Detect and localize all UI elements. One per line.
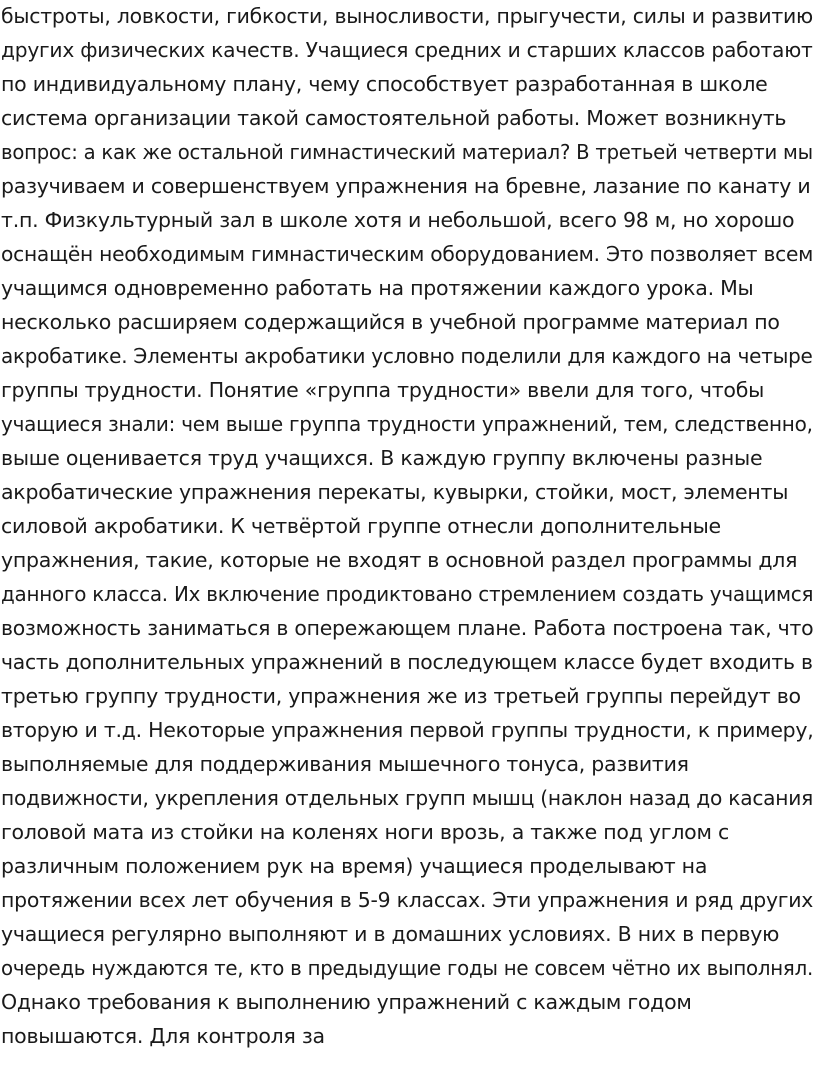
text-line: возможность заниматься в опережающем плане. Работа построена так, что: [1, 616, 814, 640]
text-line: акробатике. Элементы акробатики условно поделили для каждого на четыре: [1, 344, 813, 368]
text-line: группы трудности. Понятие «группа трудности» ввели для того, чтобы: [1, 378, 765, 402]
text-line: вопрос: а как же остальной гимнастический материал? В третьей четверти мы: [1, 140, 813, 164]
text-line: разучиваем и совершенствуем упражнения на бревне, лазание по канату и: [1, 174, 811, 198]
text-line: упражнения, такие, которые не входят в основной раздел программы для: [1, 548, 798, 572]
text-line: Однако требования к выполнению упражнений с каждым годом: [1, 990, 692, 1014]
text-line: повышаются. Для контроля за: [1, 1024, 325, 1048]
text-line: вторую и т.д. Некоторые упражнения первой группы трудности, к примеру,: [1, 718, 814, 742]
text-line: часть дополнительных упражнений в последующем классе будет входить в: [1, 650, 813, 674]
text-line: оснащён необходимым гимнастическим оборудованием. Это позволяет всем: [1, 242, 814, 266]
text-line: учащиеся регулярно выполняют и в домашних условиях. В них в первую: [1, 922, 780, 946]
text-line: головой мата из стойки на коленях ноги врозь, а также под углом с: [1, 820, 729, 844]
text-line: выше оценивается труд учащихся. В каждую группу включены разные: [1, 446, 763, 470]
text-line: данного класса. Их включение продиктовано стремлением создать учащимся: [1, 582, 814, 606]
text-line: силовой акробатики. К четвёртой группе отнесли дополнительные: [1, 514, 721, 538]
text-line: т.п. Физкультурный зал в школе хотя и небольшой, всего 98 м, но хорошо: [1, 208, 795, 232]
text-line: акробатические упражнения перекаты, кувырки, стойки, мост, элементы: [1, 480, 789, 504]
text-line: система организации такой самостоятельной работы. Может возникнуть: [1, 106, 787, 130]
text-line: очередь нуждаются те, кто в предыдущие годы не совсем чётно их выполнял.: [1, 956, 813, 980]
text-line: различным положением рук на время) учащиеся проделывают на: [1, 854, 708, 878]
text-line: быстроты, ловкости, гибкости, выносливости, прыгучести, силы и развитию: [1, 4, 813, 28]
text-line: третью группу трудности, упражнения же из третьей группы перейдут во: [1, 684, 801, 708]
text-line: протяжении всех лет обучения в 5-9 классах. Эти упражнения и ряд других: [1, 888, 814, 912]
text-line: других физических качеств. Учащиеся средних и старших классов работают: [1, 38, 813, 62]
text-line: несколько расширяем содержащийся в учебной программе материал по: [1, 310, 780, 334]
text-line: выполняемые для поддерживания мышечного тонуса, развития: [1, 752, 689, 776]
text-line: по индивидуальному плану, чему способствует разработанная в школе: [1, 72, 768, 96]
text-line: учащиеся знали: чем выше группа трудности упражнений, тем, следственно,: [1, 412, 813, 436]
text-line: подвижности, укрепления отдельных групп мышц (наклон назад до касания: [1, 786, 813, 810]
text-line: учащимся одновременно работать на протяжении каждого урока. Мы: [1, 276, 754, 300]
